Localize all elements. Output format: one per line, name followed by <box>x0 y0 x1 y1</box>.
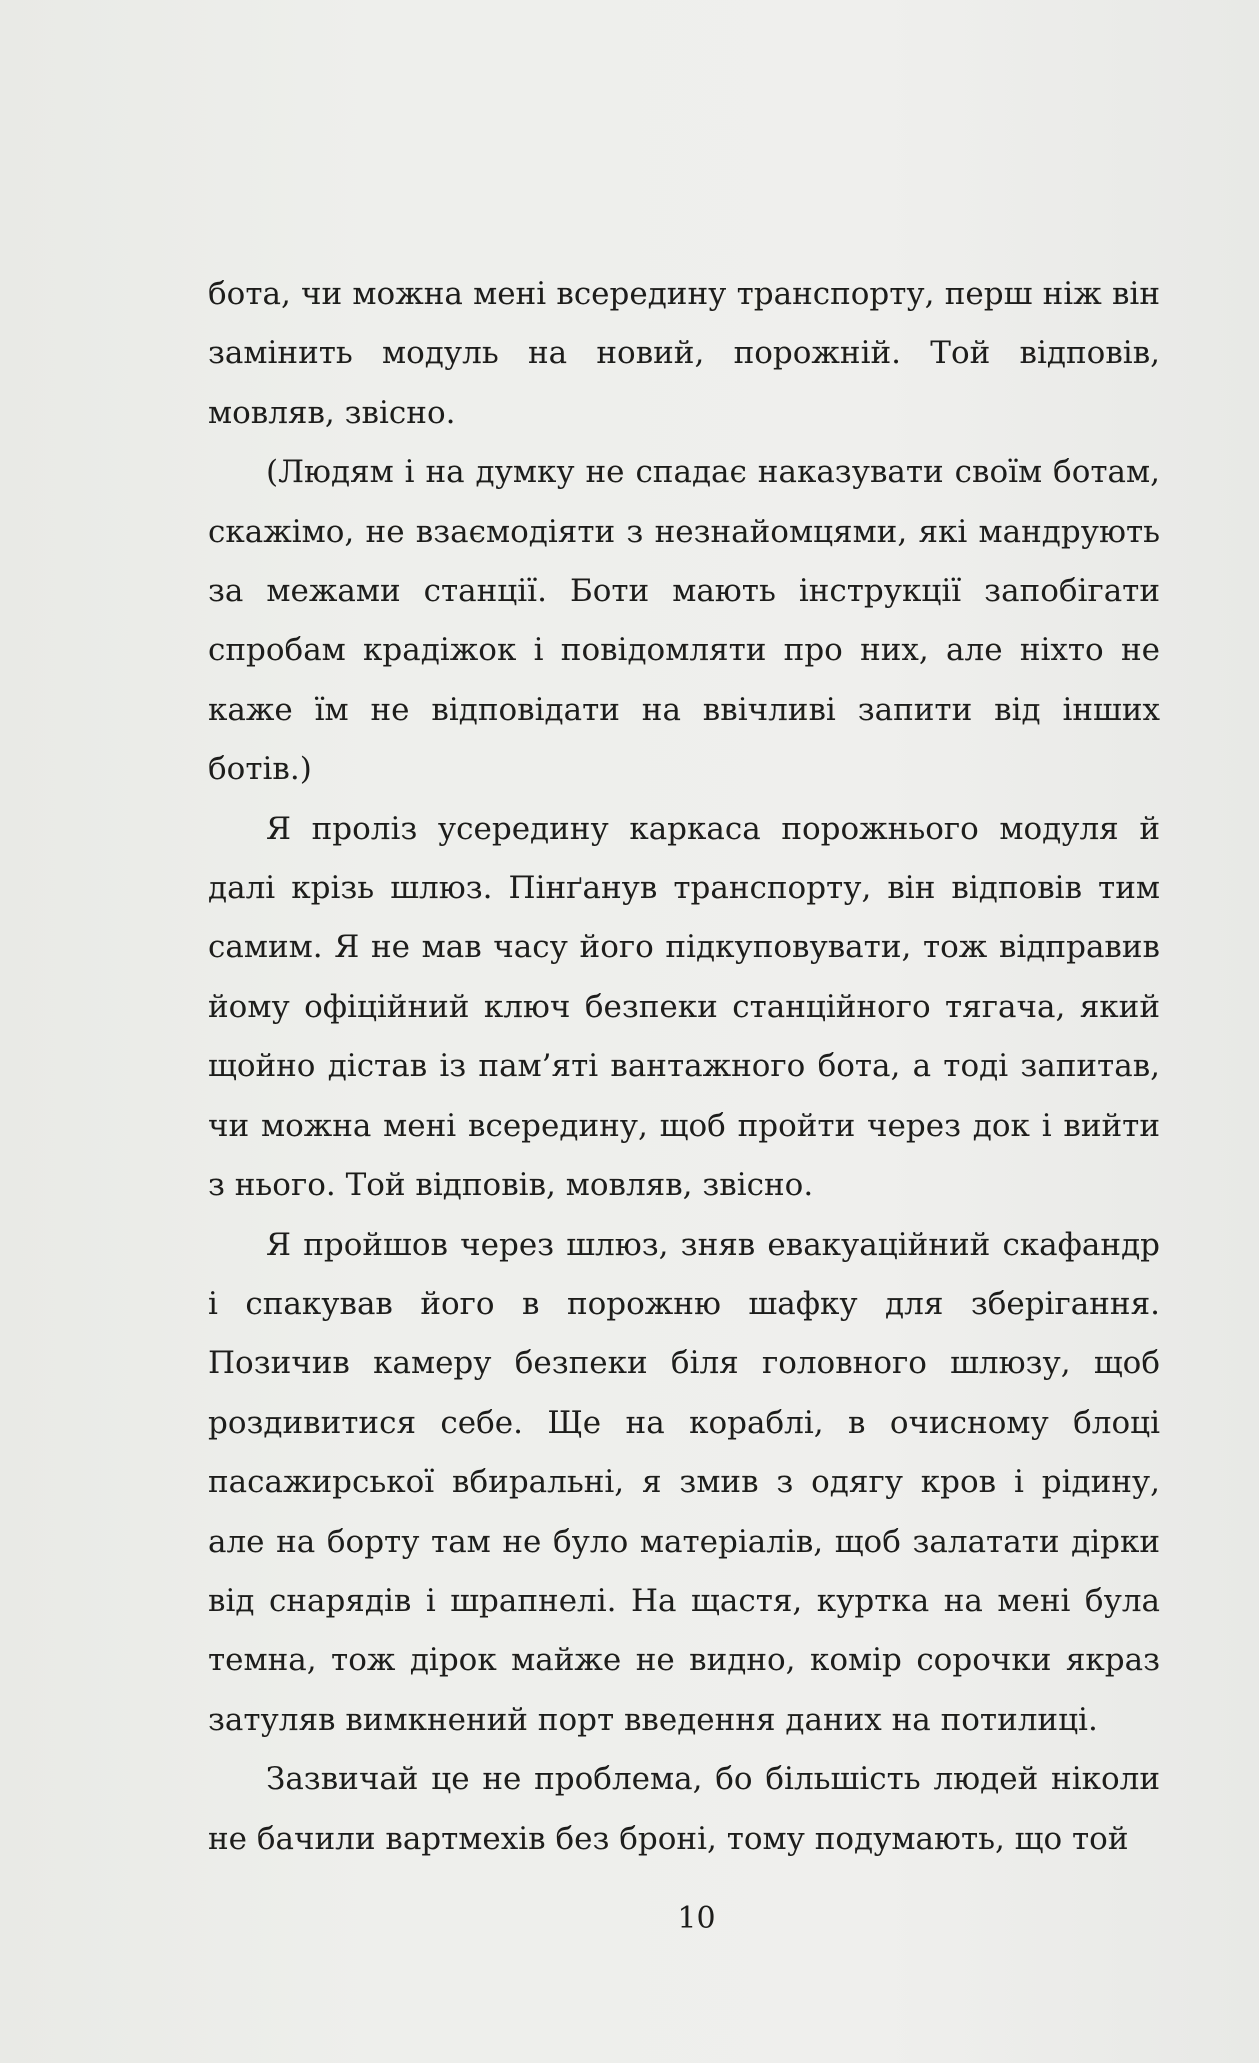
paragraph-5: Зазвичай це не проблема, бо більшість людей ніколи не бачили вартмехів без броні, тому подумають, що той <box>208 1761 1160 1857</box>
paragraph-4: Я пройшов через шлюз, зняв евакуаційний скафандр і спакував його в порожню шафку для зберігання. Позичив камеру безпеки біля головного шлюзу, щоб роздивитися себе. Ще на кораблі, в очисному блоці пасажирської вбиральні, я змив з одягу кров і рідину, але на борту там не було матеріалів, щоб залатати дірки від снарядів і шрапнелі. На щастя, куртка на мені була темна, тож дірок майже не видно, комір сорочки якраз затуляв вимкнений порт введення даних на потилиці. <box>208 1226 1160 1738</box>
body-text <box>208 265 1160 1869</box>
paragraph-3: Я проліз усередину каркаса порожнього модуля й далі крізь шлюз. Пінґанув транспорту, він відповів тим самим. Я не мав часу його підкуповувати, тож відправив йому офіційний ключ безпеки станційного тягача, який щойно дістав із пам’яті вантажного бота, а тоді запитав, чи можна мені всередину, щоб пройти через док і вийти з нього. Той відповів, мовляв, звісно. <box>208 810 1160 1204</box>
paragraph-2: (Людям і на думку не спадає наказувати своїм ботам, скажімо, не взаємодіяти з незнайомцями, які мандрують за межами станції. Боти мають інструкції запобігати спробам крадіжок і повідомляти про них, але ніхто не каже їм не відповідати на ввічливі запити від інших ботів.) <box>208 454 1160 788</box>
page-number: 10 <box>677 1901 716 1936</box>
paragraph-1: бота, чи можна мені всередину транспорту, перш ніж він замінить модуль на новий, порожній. Той відповів, мовляв, звісно. <box>208 276 1160 431</box>
